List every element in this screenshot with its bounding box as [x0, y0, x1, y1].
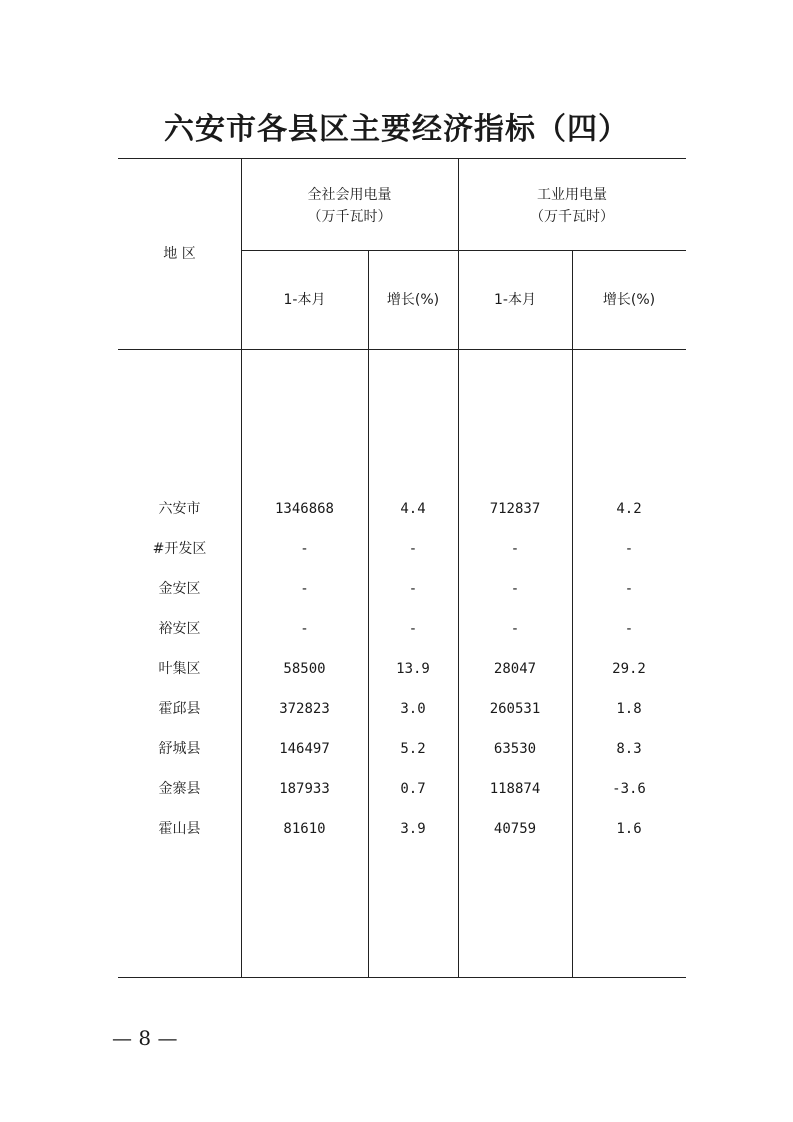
row-industrial: 118874 — [489, 781, 541, 797]
row-industrial: 28047 — [493, 661, 537, 677]
row-region: 霍邱县 — [158, 701, 201, 717]
row-industrial-growth: - — [624, 621, 634, 637]
row-total-growth: 3.0 — [400, 701, 426, 717]
row-industrial-growth: -3.6 — [612, 781, 646, 797]
header-bottom-rule — [118, 349, 686, 350]
column-divider-total-growth — [368, 250, 369, 978]
row-total: 81610 — [283, 821, 326, 837]
row-industrial: - — [510, 581, 520, 597]
row-total: 187933 — [279, 781, 330, 797]
row-region: #开发区 — [152, 541, 207, 557]
row-region: 舒城县 — [158, 741, 201, 757]
header-group-rule — [241, 250, 686, 251]
row-industrial: 260531 — [489, 701, 541, 717]
row-region: 裕安区 — [158, 621, 201, 637]
row-total-growth: - — [408, 541, 418, 557]
row-region: 叶集区 — [158, 661, 201, 677]
row-total: 146497 — [279, 741, 330, 757]
row-total-growth: 4.4 — [400, 501, 426, 517]
page-title: 六安市各县区主要经济指标（四） — [164, 112, 629, 147]
column-divider-region — [241, 158, 242, 978]
row-industrial-growth: - — [624, 581, 634, 597]
row-total: - — [300, 581, 309, 597]
row-industrial-growth: 8.3 — [616, 741, 642, 757]
row-region: 霍山县 — [158, 821, 201, 837]
row-total-growth: - — [408, 581, 418, 597]
table-top-rule — [118, 158, 686, 159]
row-industrial-growth: - — [624, 541, 634, 557]
table-bottom-rule — [118, 977, 686, 978]
column-divider-group — [458, 158, 459, 978]
header-total-electricity-unit: （万千瓦时） — [307, 209, 392, 225]
row-region: 六安市 — [158, 501, 201, 517]
row-industrial-growth: 4.2 — [616, 501, 642, 517]
row-total-growth: 13.9 — [396, 661, 430, 677]
header-industrial-electricity-unit: （万千瓦时） — [530, 209, 614, 225]
page-number: — 8 — — [112, 1026, 178, 1050]
row-industrial: - — [510, 621, 520, 637]
row-total-growth: 3.9 — [400, 821, 426, 837]
row-total: 1346868 — [274, 501, 334, 517]
row-industrial: 40759 — [493, 821, 537, 837]
row-total-growth: - — [408, 621, 418, 637]
column-divider-industrial-growth — [572, 250, 573, 978]
row-total: - — [300, 621, 309, 637]
header-total-cumulative: 1-本月 — [283, 292, 326, 308]
row-industrial: - — [510, 541, 520, 557]
row-total-growth: 5.2 — [400, 741, 426, 757]
row-industrial-growth: 1.6 — [616, 821, 642, 837]
header-total-electricity: 全社会用电量 — [307, 187, 392, 203]
header-industrial-growth: 增长(%) — [602, 292, 656, 308]
header-industrial-electricity: 工业用电量 — [537, 187, 607, 203]
row-industrial: 712837 — [489, 501, 541, 517]
row-total: - — [300, 541, 309, 557]
row-industrial-growth: 29.2 — [612, 661, 646, 677]
row-industrial: 63530 — [493, 741, 537, 757]
row-region: 金寨县 — [158, 781, 201, 797]
row-total: 372823 — [279, 701, 330, 717]
row-industrial-growth: 1.8 — [616, 701, 642, 717]
header-region: 地 区 — [163, 246, 196, 262]
row-total-growth: 0.7 — [400, 781, 426, 797]
row-total: 58500 — [283, 661, 326, 677]
header-total-growth: 增长(%) — [386, 292, 440, 308]
row-region: 金安区 — [158, 581, 201, 597]
header-industrial-cumulative: 1-本月 — [494, 292, 536, 308]
